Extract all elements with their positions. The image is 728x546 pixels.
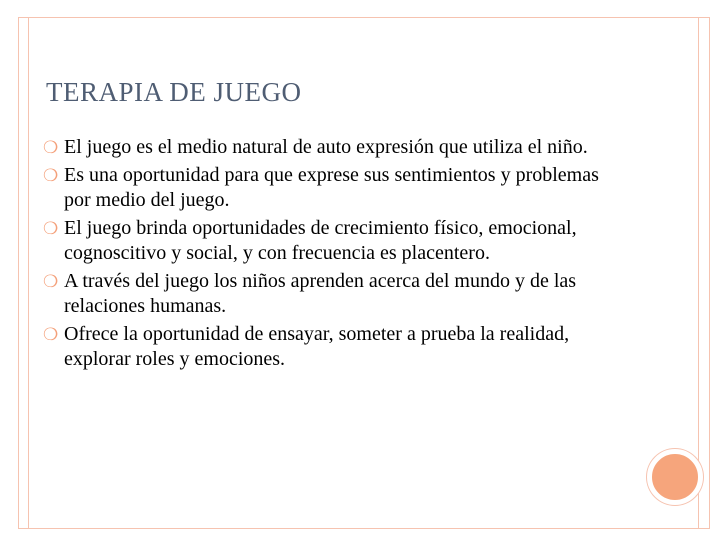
list-item: [43, 322, 626, 373]
list-item-text: El juego es el medio natural de auto expresión que utiliza el niño.: [64, 136, 588, 158]
list-item-text: El juego brinda oportunidades de crecimiento físico, emocional, cognoscitivo y social, y con frecuencia es placentero.: [64, 216, 577, 264]
right-rule-line: [698, 17, 699, 529]
hollow-circle-bullet-icon: ❍: [43, 324, 59, 344]
list-item-text: Es una oportunidad para que exprese sus sentimientos y problemas por medio del juego.: [64, 163, 599, 211]
hollow-circle-bullet-icon: ❍: [43, 165, 59, 185]
list-item-text: A través del juego los niños aprenden acerca del mundo y de las relaciones humanas.: [64, 269, 577, 317]
list-item-text: Ofrece la oportunidad de ensayar, someter a prueba la realidad, explorar roles y emociones.: [64, 322, 570, 370]
list-item: [43, 135, 626, 161]
slide-title: TERAPIA DE JUEGO: [46, 77, 302, 107]
bullet-list: [43, 135, 626, 375]
hollow-circle-bullet-icon: ❍: [43, 218, 59, 238]
hollow-circle-bullet-icon: ❍: [43, 138, 59, 157]
decorative-circle-icon: [647, 449, 703, 505]
list-item: [43, 216, 626, 267]
hollow-circle-bullet-icon: ❍: [43, 271, 59, 291]
list-item: [43, 269, 626, 320]
left-rule-line: [28, 17, 29, 529]
list-item: [43, 163, 626, 214]
